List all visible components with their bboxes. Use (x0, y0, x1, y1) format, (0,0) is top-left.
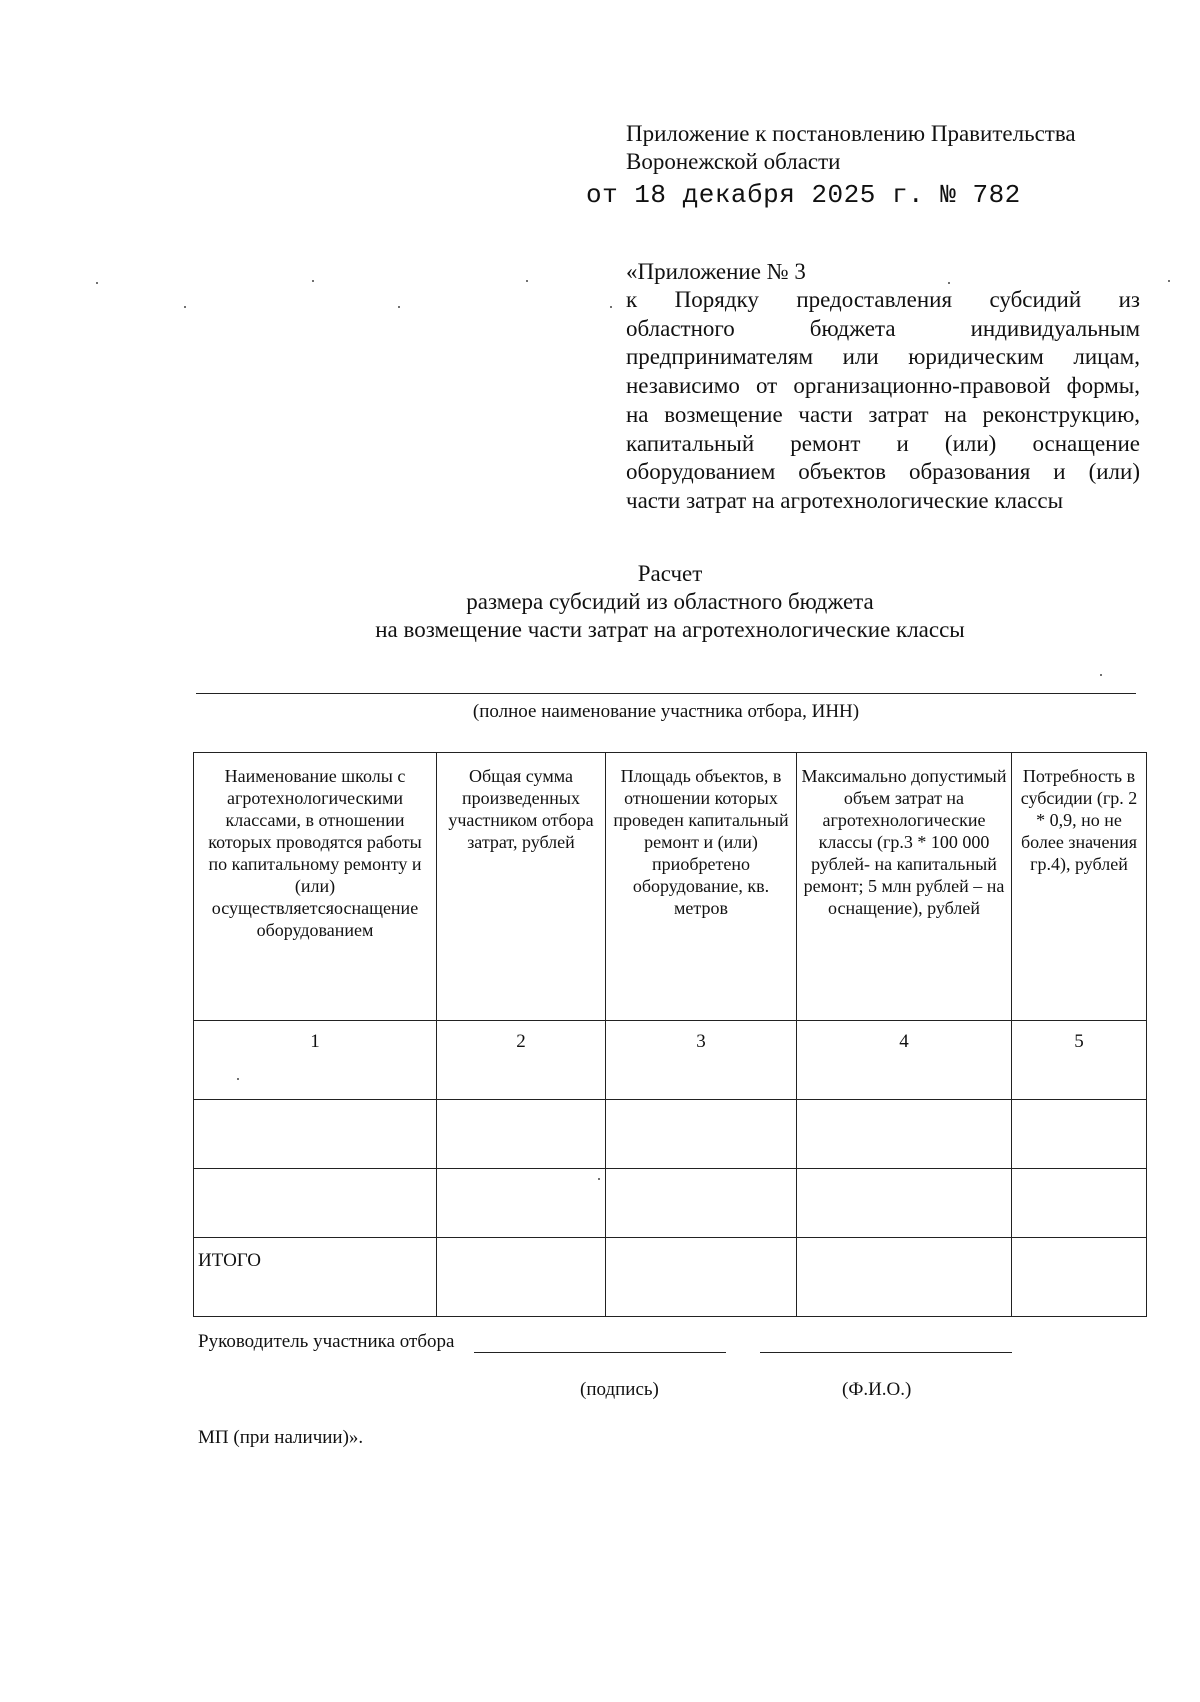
full-name-field[interactable] (760, 1352, 1012, 1353)
document-subtitle-line-2: на возмещение части затрат на агротехнологические классы (375, 617, 965, 642)
column-header (1012, 753, 1147, 1021)
scan-speck (398, 306, 400, 308)
scan-speck (1100, 674, 1102, 676)
appendix-title: «Приложение № 3 (626, 259, 806, 284)
signature-label: Руководитель участника отбора (198, 1331, 455, 1352)
table-cell[interactable] (606, 1238, 797, 1317)
table-cell[interactable] (437, 1238, 606, 1317)
appendix-line: на возмещение части затрат на реконструкцию, (626, 401, 1140, 427)
column-header-text: Потребность в субсидии (гр. 2 * 0,9, но не более значения гр.4), рублей (1020, 766, 1138, 874)
table-cell[interactable] (194, 1169, 437, 1238)
table-header-row (194, 753, 1147, 1021)
appendix-line: части затрат на агротехнологические классы (626, 487, 1064, 513)
appendix-line: капитальный ремонт и (или) оснащение (626, 430, 1140, 456)
column-number: 1 (194, 1021, 437, 1100)
scan-speck (96, 282, 98, 284)
table-cell[interactable] (437, 1169, 606, 1238)
scan-speck (237, 1078, 239, 1080)
scan-speck (598, 1178, 600, 1180)
appendix-description (626, 286, 1140, 516)
scan-speck (948, 282, 950, 284)
column-number: 4 (797, 1021, 1012, 1100)
column-header (606, 753, 797, 1021)
table-cell[interactable] (606, 1100, 797, 1169)
appendix-line: к Порядку предоставления субсидий из (626, 287, 1140, 312)
document-title: Расчет (637, 561, 703, 586)
signature-caption: (подпись) (580, 1379, 659, 1400)
table-cell[interactable] (797, 1238, 1012, 1317)
appendix-line: независимо от организационно-правовой формы, (626, 373, 1140, 399)
column-header-text: Максимально допустимый объем затрат на агротехнологические классы (гр.3 * 100 000 рублей- на капитальный ремонт; 5 млн рублей – на оснащение), рублей (801, 766, 1007, 918)
column-number: 5 (1012, 1021, 1147, 1100)
subsidy-calculation-table (193, 752, 1147, 1317)
scan-speck (1168, 280, 1170, 282)
table-row (194, 1169, 1147, 1238)
column-header (797, 753, 1012, 1021)
table-row (194, 1100, 1147, 1169)
scan-speck (610, 306, 612, 308)
header-line-2: Воронежской области (626, 149, 841, 174)
table-cell[interactable] (797, 1100, 1012, 1169)
header-line-1: Приложение к постановлению Правительства (626, 121, 1076, 146)
stamp-note: МП (при наличии)». (198, 1427, 364, 1448)
column-header-text: Наименование школы с агротехнологическими классами, в отношении которых проводятся работы по капитальному ремонту и (или) осуществляетсяоснащение оборудованием (208, 766, 422, 940)
table-cell[interactable] (606, 1169, 797, 1238)
resolution-date-number: от 18 декабря 2025 г. № 782 (586, 180, 1021, 210)
appendix-line: областного бюджета индивидуальным (626, 315, 1140, 341)
participant-name-field[interactable] (196, 693, 1136, 694)
table-cell[interactable] (437, 1100, 606, 1169)
column-header (437, 753, 606, 1021)
table-cell[interactable] (1012, 1100, 1147, 1169)
column-number: 2 (437, 1021, 606, 1100)
column-header-text: Общая сумма произведенных участником отбора затрат, рублей (448, 766, 594, 852)
appendix-line: предпринимателям или юридическим лицам, (626, 344, 1140, 370)
full-name-caption: (Ф.И.О.) (842, 1379, 912, 1400)
column-number: 3 (606, 1021, 797, 1100)
scan-speck (312, 280, 314, 282)
scan-speck (526, 280, 528, 282)
table-cell[interactable] (1012, 1238, 1147, 1317)
table-cell[interactable] (194, 1100, 437, 1169)
table-cell[interactable] (797, 1169, 1012, 1238)
total-row (194, 1238, 1147, 1317)
appendix-line: оборудованием объектов образования и (или) (626, 459, 1140, 485)
scan-speck (184, 306, 186, 308)
participant-name-caption: (полное наименование участника отбора, ИНН) (472, 701, 860, 722)
document-subtitle-line-1: размера субсидий из областного бюджета (466, 589, 874, 614)
column-header (194, 753, 437, 1021)
table-cell[interactable] (1012, 1169, 1147, 1238)
signature-field[interactable] (474, 1352, 726, 1353)
column-header-text: Площадь объектов, в отношении которых проведен капитальный ремонт и (или) приобретено оборудование, кв. метров (613, 766, 789, 918)
total-label: ИТОГО (194, 1238, 437, 1317)
column-number-row (194, 1021, 1147, 1100)
